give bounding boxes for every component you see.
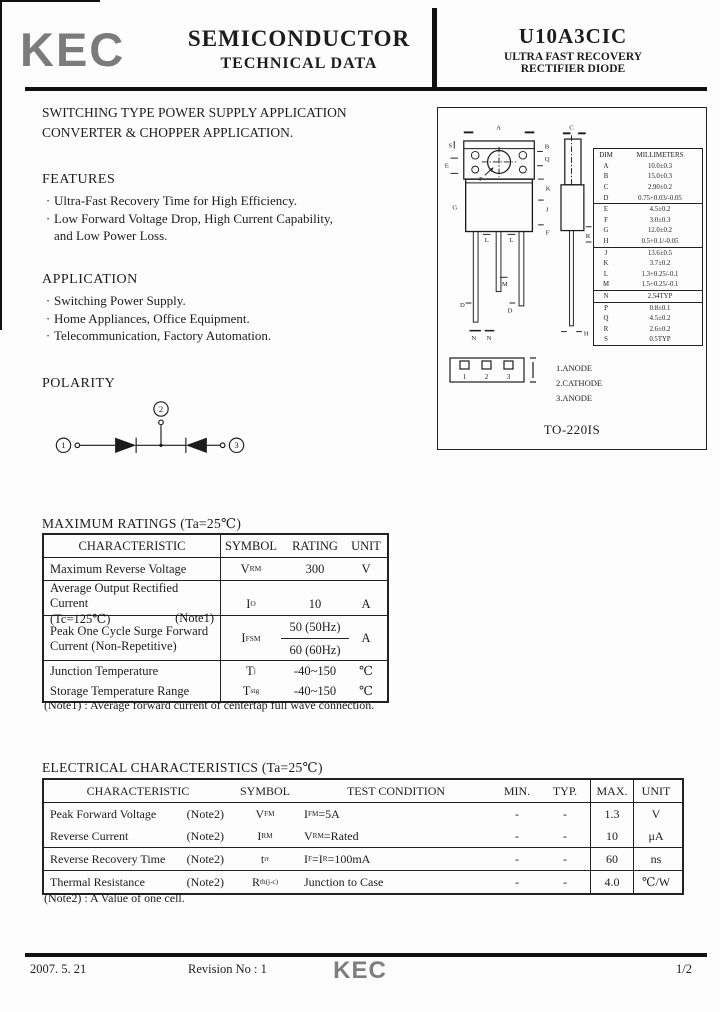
rating-split-cell: 50 (50Hz) 60 (60Hz) [281, 616, 349, 661]
application-intro [42, 103, 347, 143]
dim-callout: B [544, 143, 550, 151]
col-header: SYMBOL [224, 538, 278, 553]
symbol-cell: T stg [242, 683, 260, 698]
unit-cell: V [361, 561, 371, 576]
application-text: Switching Power Supply. [54, 293, 186, 308]
features-section [42, 172, 333, 245]
polarity-pin-1: 1 [61, 440, 66, 451]
dim-callout: G [452, 204, 458, 212]
symbol-cell: t rr [260, 851, 270, 866]
dim-callout: L [484, 237, 489, 245]
dim-callout: E [444, 162, 449, 170]
dim-callout: S [448, 142, 453, 150]
dim-callout: K [545, 185, 551, 193]
header-rule [25, 87, 707, 91]
application-section [42, 272, 271, 345]
footer-rule [25, 953, 707, 957]
dim-callout: M [501, 280, 508, 288]
diode-left-icon [115, 438, 136, 453]
dim-row: L 1.3+0.25/-0.1 [603, 270, 679, 278]
intro-line-1: SWITCHING TYPE POWER SUPPLY APPLICATION [42, 105, 347, 120]
dim-callout: L [509, 237, 514, 245]
dim-row: A 10.0±0.3 [603, 162, 673, 170]
dim-callout: D [459, 301, 465, 309]
dim-row: F 3.0±0.3 [604, 216, 671, 224]
dim-callout: C [569, 124, 574, 132]
pin-label: 1.ANODE [556, 363, 593, 373]
feature-item [42, 192, 333, 210]
header-title [168, 26, 430, 73]
bullet: · [45, 310, 51, 326]
polarity-pin-2: 2 [158, 403, 164, 414]
col-header: UNIT [351, 538, 381, 553]
electrical-note: (Note2) : A Value of one cell. [44, 891, 185, 905]
dim-callout: R [585, 233, 591, 241]
features-heading: FEATURES [42, 172, 116, 187]
part-block [440, 24, 706, 75]
application-item [42, 310, 271, 328]
rating-cell: -40~150 [293, 683, 337, 698]
dim-callout: H [583, 330, 589, 338]
electrical-title: ELECTRICAL CHARACTERISTICS (Ta=25℃) [42, 760, 323, 775]
symbol-cell: T j [246, 663, 256, 678]
dim-callout: D [507, 307, 513, 315]
max-ratings-title: MAXIMUM RATINGS (Ta=25℃) [42, 516, 242, 531]
col-header: RATING [292, 538, 338, 553]
dim-callout: Q [544, 155, 550, 163]
application-item [42, 327, 271, 345]
rating-cell: 10 [308, 596, 322, 611]
electrical-row: Reverse Current (Note2) I RM V RM =Rated - - 10 μA [44, 825, 682, 847]
mm-col-header: MILLIMETERS [636, 151, 684, 159]
ratings-row: Peak One Cycle Surge Forward Current (Non-Repetitive) I FSM 50 (50Hz) 60 (60Hz) A [44, 615, 387, 660]
dim-callout: A [496, 124, 501, 132]
dim-row: J 13.6±0.5 [594, 247, 702, 259]
feature-text: and Low Power Loss. [54, 228, 168, 243]
electrical-row: Thermal Resistance (Note2) R th(j-c) Junction to Case - - 4.0 ℃/W [44, 870, 682, 893]
dim-callout: N [486, 335, 492, 343]
diode-right-icon [186, 438, 207, 453]
electrical-row: Reverse Recovery Time (Note2) t rr I F =I R =100mA - - 60 ns [44, 847, 682, 870]
col-header: SYMBOL [239, 783, 290, 798]
polarity-heading: POLARITY [42, 376, 116, 391]
package-name: TO-220IS [543, 422, 601, 437]
dim-row: P 0.8±0.1 [594, 302, 702, 314]
dim-row: H 0.5+0.1/-0.05 [603, 237, 679, 245]
ratings-row: Average Output Rectified Current (Tc=125℃) (Note1) I O 10 A [44, 580, 387, 615]
col-header: TYP. [552, 783, 578, 798]
test-condition-cell: Junction to Case [304, 874, 384, 889]
feature-text: Ultra-Fast Recovery Time for High Efficiency. [54, 193, 297, 208]
pin-label: 3.ANODE [556, 393, 593, 403]
col-header: TEST CONDITION [346, 783, 446, 798]
bottom-pin-number: 1 [462, 373, 467, 381]
col-header: MAX. [590, 780, 634, 802]
scan-edge-left [0, 0, 2, 330]
unit-cell: A [361, 596, 371, 611]
footer-kec-logo: KEC [333, 957, 387, 984]
application-text: Telecommunication, Factory Automation. [54, 328, 272, 343]
col-header: CHARACTERISTIC [86, 783, 190, 798]
dim-row: C 2.90±0.2 [603, 183, 673, 191]
footer-revision: Revision No : 1 [188, 962, 267, 976]
symbol-cell: I FSM [241, 631, 261, 645]
part-subtitle-2: RECTIFIER DIODE [520, 63, 626, 75]
bullet [42, 227, 54, 245]
dimension-table [593, 148, 703, 346]
dim-callout: P [479, 176, 483, 184]
title-semiconductor: SEMICONDUCTOR [187, 26, 411, 51]
rating-cell: -40~150 [293, 663, 337, 678]
ratings-note: (Note1) : Average forward current of centertap full wave connection. [44, 698, 375, 712]
application-text: Home Appliances, Office Equipment. [54, 310, 250, 326]
pin-function-list [556, 361, 602, 406]
test-condition-cell: I F =I R =100mA [304, 851, 371, 866]
dim-row: R 2.6±0.2 [603, 325, 671, 333]
dim-row: Q 4.5±0.2 [603, 315, 671, 323]
pin-label: 2.CATHODE [556, 378, 603, 388]
polarity-pin-3: 3 [234, 440, 239, 451]
electrical-table [42, 778, 684, 895]
symbol-cell: R th(j-c) [252, 874, 278, 889]
electrical-header-row [44, 780, 682, 803]
feature-text: Low Forward Voltage Drop, High Current Capability, [54, 210, 333, 226]
package-outline-box [437, 107, 707, 450]
ratings-header-row [44, 535, 387, 557]
bullet: · [45, 293, 51, 308]
symbol-cell: I O [246, 596, 256, 611]
rating-cell: 300 [305, 561, 325, 576]
dim-row: G 12.0±0.2 [603, 227, 673, 235]
dimension-table-header [594, 149, 702, 161]
bullet: · [45, 193, 51, 208]
intro-line-2: CONVERTER & CHOPPER APPLICATION. [42, 125, 294, 140]
dim-row: M 1.5+0.25/-0.1 [602, 281, 679, 289]
dim-callout: J [545, 206, 549, 214]
symbol-cell: V RM [240, 561, 262, 576]
test-condition-cell: I FM =5A [304, 806, 340, 821]
dim-row: S 0.5TYP [604, 336, 671, 344]
package-drawing [444, 120, 596, 344]
dim-callout: N [471, 335, 477, 343]
application-item [42, 292, 271, 310]
polarity-diagram [52, 398, 248, 462]
dim-row: K 3.7±0.2 [603, 260, 671, 268]
col-header: MIN. [503, 783, 531, 798]
col-header: UNIT [641, 783, 671, 798]
part-subtitle-1: ULTRA FAST RECOVERY [503, 51, 643, 63]
unit-cell: ℃ [359, 684, 373, 698]
dim-row: D 0.75+0.03/-0.05 [603, 194, 682, 202]
test-condition-cell: V RM =Rated [304, 828, 359, 843]
dim-row: E 4.5±0.2 [594, 203, 702, 215]
bottom-pin-number: 3 [506, 373, 511, 381]
ratings-row: Junction Temperature T j -40~150 ℃ [44, 660, 387, 681]
feature-item [42, 227, 333, 245]
unit-cell: A [361, 631, 371, 645]
title-technical-data: TECHNICAL DATA [220, 55, 378, 72]
unit-cell: ℃ [359, 664, 373, 678]
dim-col-header: DIM [599, 151, 613, 159]
header-divider [432, 8, 437, 87]
electrical-row: Peak Forward Voltage (Note2) V FM I FM =5A - - 1.3 V [44, 803, 682, 825]
col-header: CHARACTERISTIC [78, 538, 186, 553]
max-ratings-table [42, 533, 389, 703]
part-number: U10A3CIC [518, 24, 628, 48]
kec-logo: KEC [20, 23, 126, 76]
dim-callout: F [545, 229, 550, 237]
feature-item [42, 210, 333, 228]
bullet: · [45, 328, 51, 343]
bullet: · [45, 210, 51, 226]
dim-row: B 15.0±0.3 [603, 173, 673, 181]
ratings-row: Storage Temperature Range T stg -40~150 ℃ [44, 681, 387, 701]
scan-edge-top [0, 0, 100, 2]
application-heading: APPLICATION [42, 272, 138, 287]
dim-row: N 2.54TYP [594, 290, 702, 302]
symbol-cell: V FM [255, 806, 275, 821]
bottom-pin-number: 2 [484, 373, 489, 381]
footer-page-number: 1/2 [676, 962, 692, 976]
symbol-cell: I RM [257, 828, 273, 843]
ratings-row: Maximum Reverse Voltage V RM 300 V [44, 557, 387, 580]
footer-date: 2007. 5. 21 [30, 962, 87, 976]
package-bottom-view [446, 352, 546, 398]
